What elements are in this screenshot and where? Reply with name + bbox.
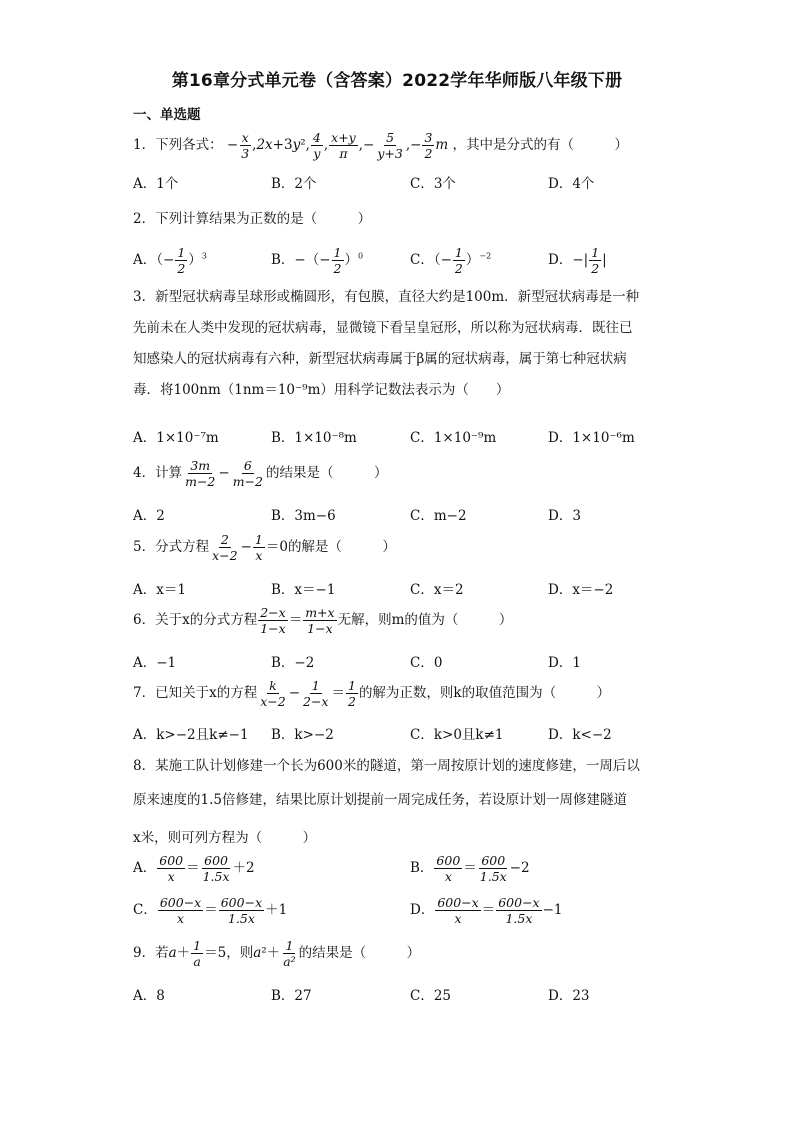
option-d[interactable]: D．1 <box>548 655 581 671</box>
question-4-options <box>133 504 693 526</box>
question-4-stem: 4．计算 $\frac{3m}{m-2}$ − $\frac{6}{m-2}$ 的结果是（ ） <box>133 458 388 489</box>
question-9-middle: ，则 <box>226 945 254 961</box>
option-d[interactable]: D．23 <box>548 988 590 1004</box>
option-a[interactable]: A．8 <box>133 988 165 1004</box>
option-b[interactable]: B．3m−6 <box>271 508 336 524</box>
option-d[interactable]: D．4个 <box>548 176 595 192</box>
question-8-options-ab <box>133 853 693 885</box>
option-d[interactable]: D． $\frac{600-x}{x}$ ＝ $\frac{600-x}{1.5x}$ −1 <box>410 895 563 926</box>
question-8-line: 8．某施工队计划修建一个长为600米的隧道，第一周按原计划的速度修建，一周后以 <box>133 758 640 774</box>
option-b[interactable]: B．x＝−1 <box>271 582 336 598</box>
question-8-line: x米，则可列方程为（ ） <box>133 830 317 846</box>
option-c[interactable]: C．m−2 <box>410 508 467 524</box>
option-c[interactable]: C．（− $\frac{1}{2}$ ）$^{-2}$ <box>410 245 492 276</box>
question-6-prefix: 6．关于x的分式方程 <box>133 612 258 628</box>
question-9-suffix: 的结果是（ ） <box>298 945 421 961</box>
question-5-stem: 5．分式方程 $\frac{2}{x-2}$ − $\frac{1}{x}$ ＝0的解是（ ） <box>133 532 396 563</box>
question-5-options <box>133 578 693 600</box>
option-b[interactable]: B．2个 <box>271 176 317 192</box>
option-b[interactable]: B．k>−2 <box>271 727 334 743</box>
option-a[interactable]: A．2 <box>133 508 165 524</box>
question-7-prefix: 7．已知关于x的方程 <box>133 685 258 701</box>
option-a[interactable]: A．k>−2且k≠−1 <box>133 727 249 743</box>
option-a[interactable]: A．x＝1 <box>133 582 186 598</box>
question-1-stem <box>133 130 628 161</box>
question-7-options <box>133 723 693 745</box>
option-b[interactable]: B． $\frac{600}{x}$ ＝ $\frac{600}{1.5x}$ −2 <box>410 853 530 884</box>
question-8-options-cd <box>133 895 693 927</box>
option-b[interactable]: B．1×10⁻⁸m <box>271 430 357 446</box>
option-c[interactable]: C．1×10⁻⁹m <box>410 430 497 446</box>
option-d[interactable]: D．1×10⁻⁶m <box>548 430 635 446</box>
option-c[interactable]: C．3个 <box>410 176 456 192</box>
question-5-prefix: 5．分式方程 <box>133 539 210 555</box>
option-c[interactable]: C．x＝2 <box>410 582 464 598</box>
option-a[interactable]: A．1个 <box>133 176 179 192</box>
question-9-stem: 9．若a＋ $\frac{1}{a}$ ＝5，则a²＋ $\frac{1}{\text{a²}}$ 的结果是（ ） <box>133 938 421 969</box>
option-a[interactable]: A．（− $\frac{1}{2}$ ）$^3$ <box>133 245 207 276</box>
option-a[interactable]: A．1×10⁻⁷m <box>133 430 219 446</box>
option-b[interactable]: B．−2 <box>271 655 315 671</box>
question-3-line: 毒．将100nm（1nm＝10⁻⁹m）用科学记数法表示为（ ） <box>133 382 510 398</box>
option-c[interactable]: C．k>0且k≠1 <box>410 727 504 743</box>
section-heading: 一、单选题 <box>133 107 201 123</box>
question-6-suffix: 无解，则m的值为（ ） <box>337 612 513 628</box>
question-3-line: 先前未在人类中发现的冠状病毒，显微镜下看呈皇冠形，所以称为冠状病毒．既往已 <box>133 320 633 336</box>
question-8-line: 原来速度的1.5倍修建，结果比原计划提前一周完成任务，若设原计划一周修建隧道 <box>133 792 627 808</box>
question-4-suffix: 的结果是（ ） <box>265 465 388 481</box>
question-1-options <box>133 172 693 194</box>
question-8-stem <box>133 749 663 855</box>
question-3-line: 知感染人的冠状病毒有六种，新型冠状病毒属于β属的冠状病毒，属于第七种冠状病 <box>133 351 627 367</box>
option-d[interactable]: D．k<−2 <box>548 727 612 743</box>
question-2-stem: 2．下列计算结果为正数的是（ ） <box>133 211 372 227</box>
question-1-expression: − $\frac{x}{3}$ ,2x+3y², $\frac{4}{y}$ , $\frac{x+y}{\pi}$ ,− $\frac{5}{y+3}$ ,− $\frac{3}{2}$ m <box>226 130 449 161</box>
question-6-options <box>133 651 693 673</box>
question-2-options <box>133 245 693 276</box>
question-9-prefix: 9．若 <box>133 945 169 961</box>
option-d[interactable]: D．−| $\frac{1}{2}$ | <box>548 245 607 276</box>
option-b[interactable]: B．27 <box>271 988 312 1004</box>
question-9-options <box>133 984 693 1006</box>
question-3-stem <box>133 282 663 406</box>
question-4-prefix: 4．计算 <box>133 465 183 481</box>
question-7-suffix: 的解为正数，则k的取值范围为（ ） <box>358 685 611 701</box>
option-b[interactable]: B．−（− $\frac{1}{2}$ ）$^0$ <box>271 245 364 276</box>
option-d[interactable]: D．3 <box>548 508 581 524</box>
question-6-stem: 6．关于x的分式方程 $\frac{2-x}{1-x}$ ＝ $\frac{m+x}{1-x}$ 无解，则m的值为（ ） <box>133 605 513 636</box>
option-d[interactable]: D．x＝−2 <box>548 582 614 598</box>
option-a[interactable]: A． $\frac{600}{x}$ ＝ $\frac{600}{1.5x}$ ＋2 <box>133 853 255 884</box>
option-c[interactable]: C．0 <box>410 655 443 671</box>
question-7-stem: 7．已知关于x的方程 $\frac{k}{x-2}$ − $\frac{1}{2-x}$ ＝ $\frac{1}{2}$ 的解为正数，则k的取值范围为（ ） <box>133 678 611 709</box>
option-c[interactable]: C． $\frac{600-x}{x}$ ＝ $\frac{600-x}{1.5x}$ ＋1 <box>133 895 288 926</box>
question-1-prefix: 1．下列各式： <box>133 137 223 153</box>
question-1-suffix: ，其中是分式的有（ ） <box>452 137 629 153</box>
page-title: 第16章分式单元卷（含答案）2022学年华师版八年级下册 <box>171 71 623 91</box>
option-c[interactable]: C．25 <box>410 988 452 1004</box>
question-3-options <box>133 426 693 448</box>
question-3-line: 3．新型冠状病毒呈球形或椭圆形，有包膜，直径大约是100m．新型冠状病毒是一种 <box>133 289 640 305</box>
question-5-suffix: 的解是（ ） <box>287 539 396 555</box>
option-a[interactable]: A．−1 <box>133 655 177 671</box>
